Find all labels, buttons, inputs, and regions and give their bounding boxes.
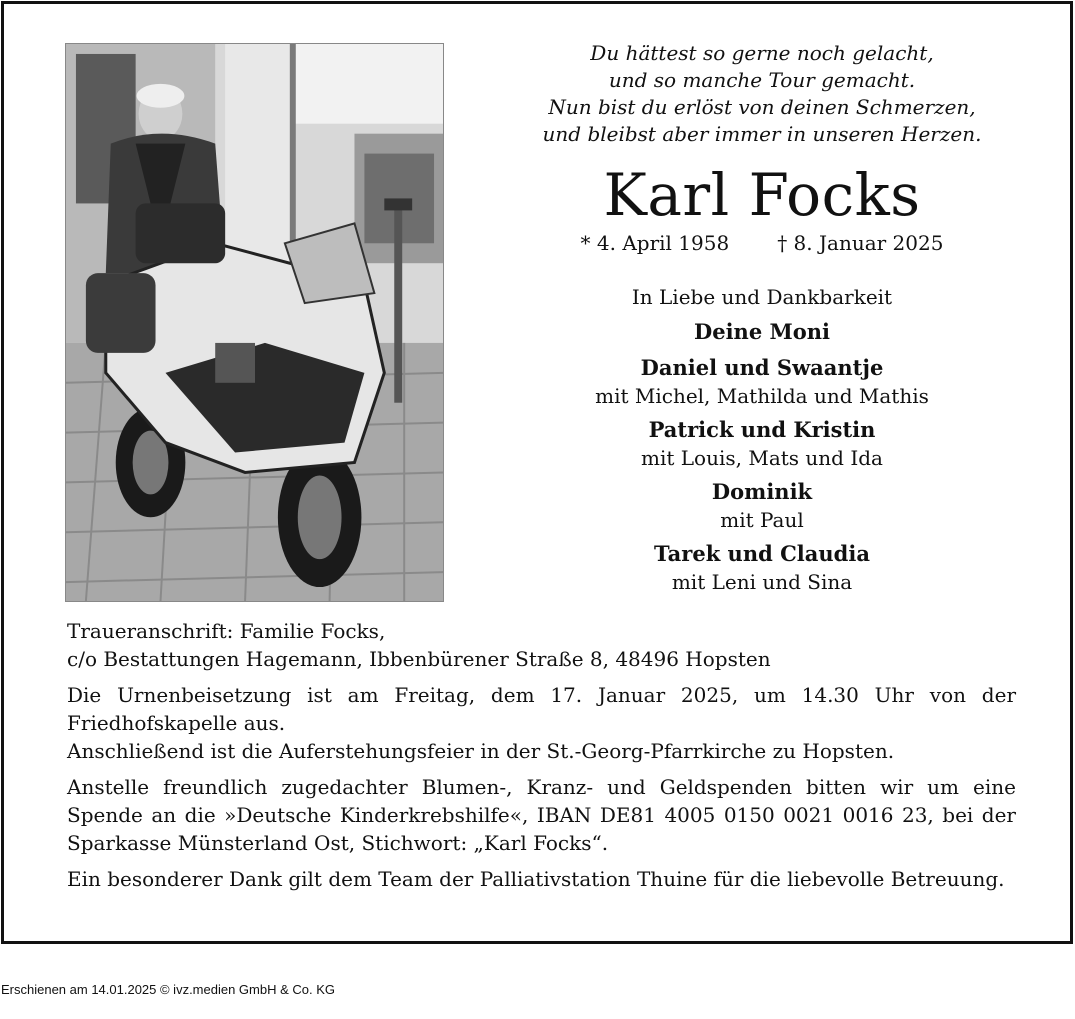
publication-footer: Erschienen am 14.01.2025 © ivz.medien GmbH & Co. KG bbox=[1, 982, 336, 997]
family-group bbox=[494, 353, 1030, 409]
poem-line: Du hättest so gerne noch gelacht, bbox=[590, 41, 934, 65]
motorcycle-photo-illustration bbox=[66, 44, 443, 601]
family-name: Daniel und Swaantje bbox=[640, 355, 884, 380]
thanks-note: Ein besonderer Dank gilt dem Team der Palliativstation Thuine für die liebevolle Betreuung. bbox=[67, 867, 1005, 891]
portrait-photo bbox=[65, 43, 444, 602]
family-name: Tarek und Claudia bbox=[654, 541, 870, 566]
life-dates bbox=[494, 230, 1030, 256]
notice-details bbox=[67, 617, 1016, 901]
poem-line: und bleibst aber immer in unseren Herzen. bbox=[542, 122, 982, 146]
family-group bbox=[494, 539, 1030, 595]
address-line: Traueranschrift: Familie Focks, bbox=[67, 619, 386, 643]
family-children: mit Leni und Sina bbox=[671, 570, 853, 594]
death-date: † 8. Januar 2025 bbox=[777, 231, 944, 255]
family-name: Deine Moni bbox=[694, 319, 830, 344]
family-name: Dominik bbox=[711, 479, 813, 504]
ceremony-line: Anschließend ist die Auferstehungsfeier in der St.-Georg-Pfarrkirche zu Hopsten. bbox=[67, 739, 895, 763]
poem-line: und so manche Tour gemacht. bbox=[608, 68, 916, 92]
deceased-name: Karl Focks bbox=[603, 161, 921, 229]
family-intro: In Liebe und Dankbarkeit bbox=[631, 285, 893, 309]
family-group bbox=[494, 317, 1030, 347]
address-line: c/o Bestattungen Hagemann, Ibbenbürener Straße 8, 48496 Hopsten bbox=[67, 647, 771, 671]
family-group bbox=[494, 477, 1030, 533]
birth-date: * 4. April 1958 bbox=[580, 231, 730, 255]
ceremony-info bbox=[67, 681, 1016, 765]
obituary-notice bbox=[1, 1, 1073, 944]
poem-line: Nun bist du erlöst von deinen Schmerzen, bbox=[548, 95, 976, 119]
family-children: mit Paul bbox=[720, 508, 804, 532]
family-name: Patrick und Kristin bbox=[648, 417, 876, 442]
ceremony-line: Die Urnenbeisetzung ist am Freitag, dem 17. Januar 2025, um 14.30 Uhr von der Friedhofskapelle aus. bbox=[67, 683, 1016, 735]
memorial-column bbox=[494, 40, 1030, 595]
family-children: mit Michel, Mathilda und Mathis bbox=[595, 384, 929, 408]
family-group bbox=[494, 415, 1030, 471]
family-children: mit Louis, Mats und Ida bbox=[641, 446, 883, 470]
mourning-address bbox=[67, 617, 1016, 673]
memorial-poem bbox=[494, 40, 1030, 148]
donation-request: Anstelle freundlich zugedachter Blumen-, Kranz- und Geldspenden bitten wir um eine Spende an die »Deutsche Kinderkrebshilfe«, IBAN DE81 4005 0150 0021 0016 23, bei der Sparkasse Münsterland Ost, Stichwort: „Karl Focks“. bbox=[67, 775, 1016, 855]
